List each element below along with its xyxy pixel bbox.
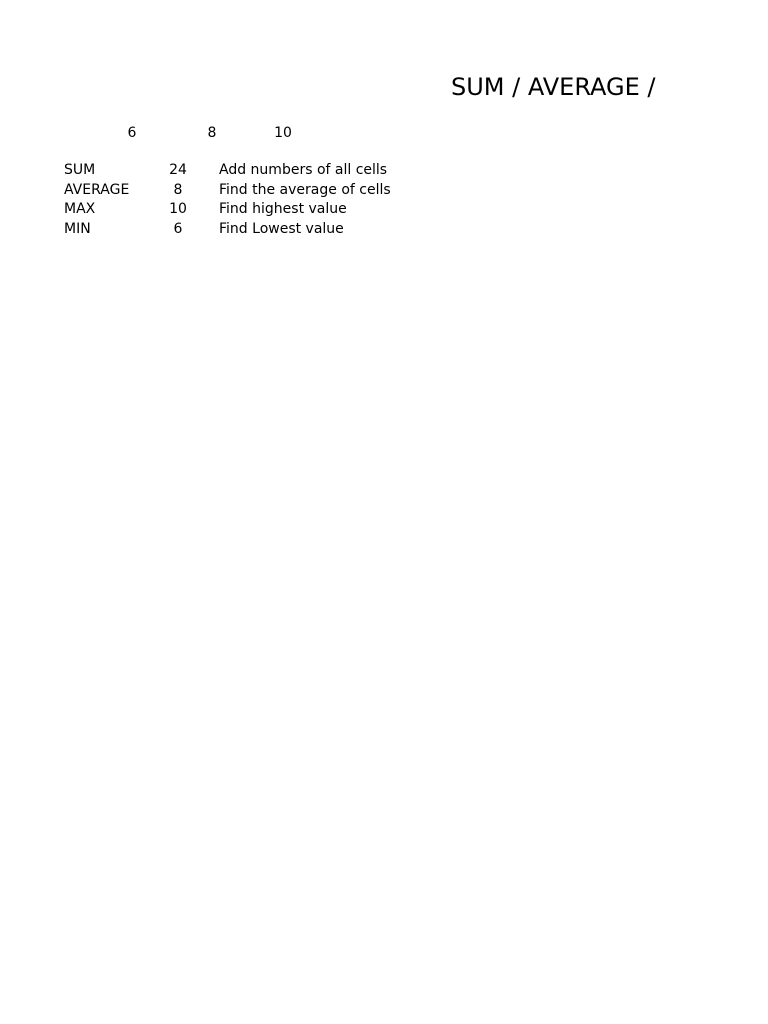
function-value: 10: [169, 201, 187, 217]
function-name: MAX: [64, 201, 96, 217]
function-description: Find Lowest value: [219, 220, 344, 237]
function-value: 6: [173, 220, 183, 237]
page-title: SUM / AVERAGE /: [451, 73, 656, 101]
number-cell: 8: [207, 125, 217, 141]
function-description: Find the average of cells: [219, 181, 391, 198]
number-cell: 10: [274, 125, 292, 141]
function-description: Find highest value: [219, 201, 347, 217]
function-description: Add numbers of all cells: [219, 162, 388, 178]
function-value: 24: [169, 162, 187, 178]
function-name: AVERAGE: [64, 181, 130, 198]
function-name: SUM: [64, 162, 96, 178]
number-cell: 6: [127, 125, 137, 141]
function-value: 8: [173, 181, 183, 198]
function-name: MIN: [64, 220, 91, 237]
